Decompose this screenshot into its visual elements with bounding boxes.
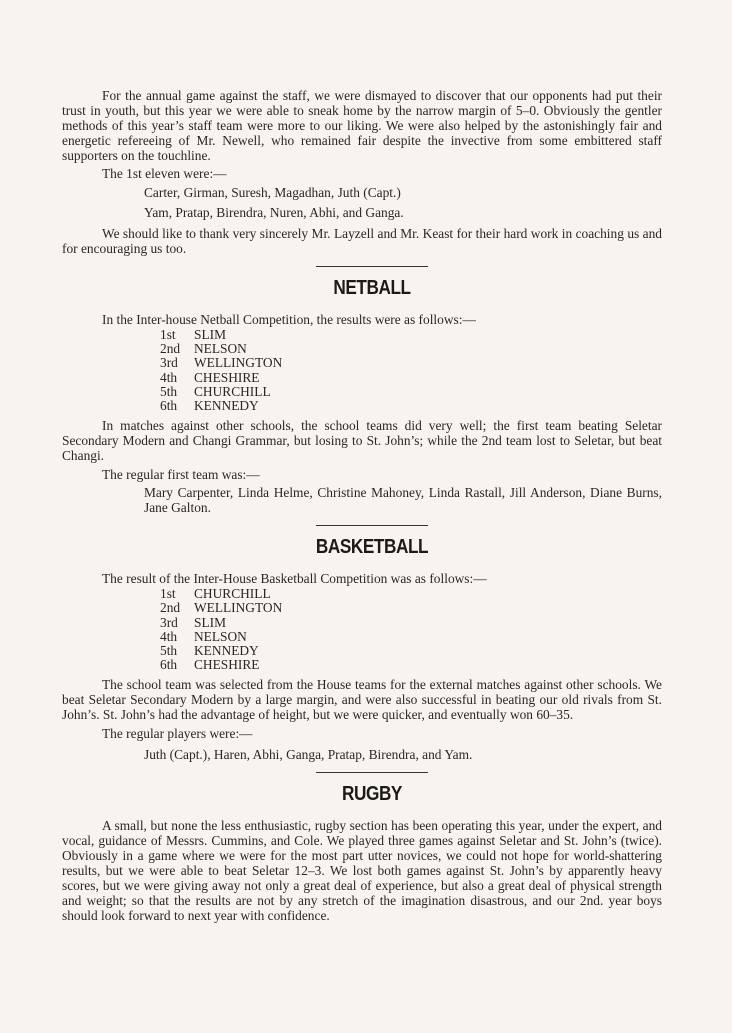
position: 2nd	[160, 341, 181, 357]
staff-game-paragraph: For the annual game against the staff, we were dismayed to discover that our opponents had put their trust in youth, but this year we were able to sneak home by the narrow margin of 5–0. Obviously the gentler methods of this year’s staff team were more to our liking. We were also helped by the astonishingly fair and energetic refereeing of Mr. Newell, who remained fair despite the invective from some embittered staff supporters on the touchline.	[62, 88, 662, 163]
position: 5th	[160, 643, 178, 659]
house: SLIM	[194, 614, 226, 630]
rugby-section	[62, 783, 662, 923]
first-eleven-line-1: Carter, Girman, Suresh, Magadhan, Juth (Capt.)	[144, 185, 401, 200]
netball-intro: In the Inter-house Netball Competition, the results were as follows:—	[102, 312, 476, 327]
house: KENNEDY	[194, 643, 259, 659]
first-eleven-line-2: Yam, Pratap, Birendra, Nuren, Abhi, and Ganga.	[144, 205, 404, 220]
basketball-players: Juth (Capt.), Haren, Abhi, Ganga, Pratap, Birendra, and Yam.	[144, 747, 473, 763]
position: 4th	[160, 369, 178, 385]
house: CHESHIRE	[194, 657, 260, 673]
house: SLIM	[194, 327, 226, 342]
house: NELSON	[194, 341, 247, 357]
rugby-paragraph: A small, but none the less enthusiastic, rugby section has been operating this year, under the expert, and vocal, guidance of Messrs. Cummins, and Cole. We played three games against Seletar and St. John’s (twice). Obviously in a game where we were for the most part utter novices, we could not hope for world-shattering results, but we were able to beat Seletar 12–3. We lost both games against St. John’s by apparently heavy scores, but we were giving away not only a great deal of experience, but also a great deal of physical strength and weight; so that the results are not by any stretch of the imagination disastrous, and our 2nd. year boys should look forward to next year with confidence.	[62, 818, 662, 924]
basketball-heading: BASKETBALL	[315, 536, 429, 559]
table-row	[160, 356, 282, 370]
house: WELLINGTON	[194, 355, 283, 371]
table-row	[160, 371, 282, 385]
position: 1st	[160, 586, 176, 602]
basketball-players-intro: The regular players were:—	[102, 726, 253, 742]
football-section	[62, 88, 662, 256]
table-row	[160, 328, 282, 342]
position: 4th	[160, 628, 178, 644]
table-row	[160, 385, 282, 399]
position: 2nd	[160, 600, 181, 616]
netball-results-table	[160, 328, 282, 413]
table-row	[160, 601, 282, 615]
netball-heading: NETBALL	[333, 277, 411, 299]
position: 6th	[160, 657, 178, 673]
table-row	[160, 587, 282, 601]
basketball-results-table	[160, 587, 282, 672]
table-row	[160, 616, 282, 630]
house: CHURCHILL	[194, 383, 271, 399]
basketball-section	[62, 536, 662, 762]
house: CHESHIRE	[194, 369, 260, 385]
position: 3rd	[160, 355, 178, 371]
thanks-paragraph: We should like to thank very sincerely Mr. Layzell and Mr. Keast for their hard work in coaching us and for encouraging us too.	[62, 226, 662, 256]
netball-section	[62, 277, 662, 515]
house: WELLINGTON	[194, 600, 283, 616]
position: 5th	[160, 383, 178, 399]
position: 3rd	[160, 614, 178, 630]
netball-matches-paragraph: In matches against other schools, the school teams did very well; the first team beating Seletar Secondary Modern and Changi Grammar, but losing to St. John’s; while the 2nd team lost to Seletar, but beat Changi.	[62, 418, 662, 464]
table-row	[160, 630, 282, 644]
table-row	[160, 342, 282, 356]
netball-team-intro: The regular first team was:—	[102, 467, 260, 483]
house: CHURCHILL	[194, 586, 271, 602]
rugby-heading: RUGBY	[342, 783, 402, 806]
basketball-team-paragraph: The school team was selected from the House teams for the external matches against other schools. We beat Seletar Secondary Modern by a large margin, and were also successful in beating our old rivals from St. John’s. St. John’s had the advantage of height, but we were quicker, and eventually won 60–35.	[62, 677, 662, 723]
first-eleven-intro: The 1st eleven were:—	[102, 166, 227, 181]
position: 1st	[160, 327, 176, 342]
table-row	[160, 644, 282, 658]
table-row	[160, 399, 282, 413]
position: 6th	[160, 398, 178, 414]
section-divider	[316, 772, 428, 773]
netball-team-members: Mary Carpenter, Linda Helme, Christine Mahoney, Linda Rastall, Jill Anderson, Diane Burns, Jane Galton.	[144, 485, 662, 516]
table-row	[160, 658, 282, 672]
section-divider	[316, 266, 428, 267]
house: KENNEDY	[194, 398, 259, 414]
section-divider	[316, 525, 428, 526]
house: NELSON	[194, 628, 247, 644]
basketball-intro: The result of the Inter-House Basketball Competition was as follows:—	[102, 571, 487, 587]
